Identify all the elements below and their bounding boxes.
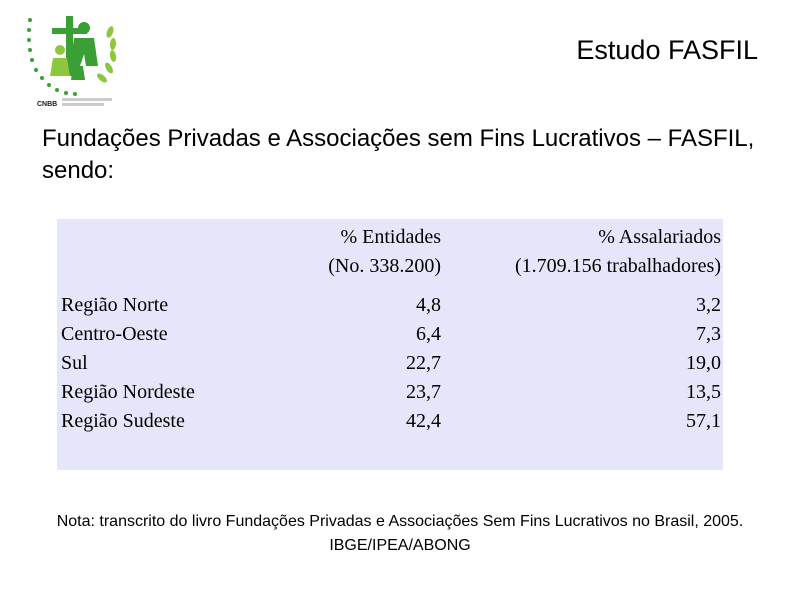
header-assalariados-count: (1.709.156 trabalhadores) (514, 255, 721, 277)
region-name: Região Norte (61, 294, 169, 316)
header-assalariados (515, 223, 721, 281)
header-entidades-label: % Entidades (340, 226, 441, 248)
svg-text:CNBB: CNBB (37, 101, 58, 108)
entidades-value: 42,4 (406, 410, 441, 432)
source-note: Nota: transcrito do livro Fundações Privadas e Associações Sem Fins Lucrativos no Brasil, 2005. IBGE/IPEA/ABONG (56, 513, 744, 554)
pastoral-da-crianca-logo (22, 10, 120, 110)
entidades-value: 23,7 (406, 381, 441, 403)
assalariados-value: 57,1 (686, 410, 721, 432)
slide-subtitle: Fundações Privadas e Associações sem Fins Lucrativos – FASFIL, sendo: (42, 125, 755, 184)
region-name: Sul (61, 352, 88, 374)
header-assalariados-label: % Assalariados (598, 226, 721, 248)
entidades-value: 6,4 (416, 323, 441, 345)
entidades-value: 4,8 (416, 294, 441, 316)
assalariados-value: 13,5 (686, 381, 721, 403)
entidades-column (406, 291, 441, 436)
assalariados-value: 7,3 (696, 323, 721, 345)
entidades-value: 22,7 (406, 352, 441, 374)
header-entidades (328, 223, 441, 281)
assalariados-column (686, 291, 721, 436)
region-column (61, 291, 195, 436)
region-name: Região Sudeste (61, 410, 185, 432)
slide-title: Estudo FASFIL (576, 35, 758, 65)
fasfil-table (57, 219, 723, 470)
assalariados-value: 19,0 (686, 352, 721, 374)
region-name: Região Nordeste (61, 381, 195, 403)
region-name: Centro-Oeste (61, 323, 168, 345)
header-entidades-count: (No. 338.200) (328, 255, 441, 277)
assalariados-value: 3,2 (696, 294, 721, 316)
